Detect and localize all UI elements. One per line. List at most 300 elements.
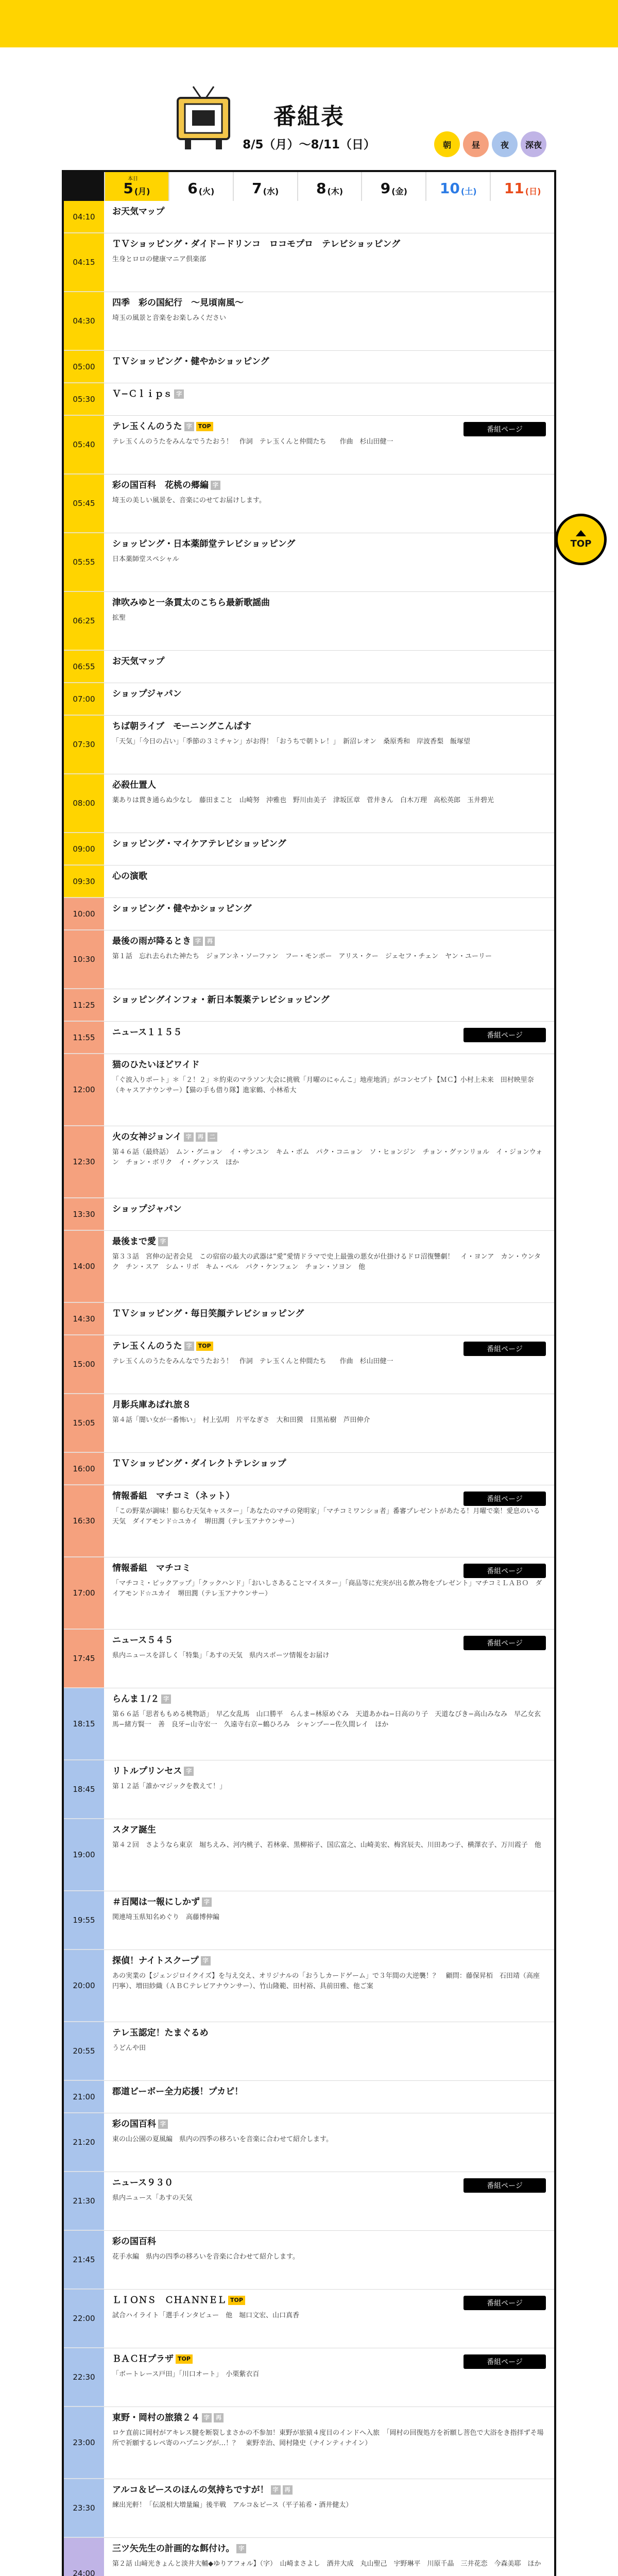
program-start-time: 21:30 (64, 2172, 104, 2230)
program-title-text: ショッピングインフォ・新日本製薬テレビショッピング (112, 995, 330, 1005)
program-title[interactable] (112, 903, 546, 915)
program-row (64, 1819, 554, 1891)
program-row (64, 2479, 554, 2538)
program-start-time: 24:00 (64, 2538, 104, 2576)
program-start-time: 10:00 (64, 898, 104, 930)
program-row (64, 1557, 554, 1630)
program-title-text: 郡道ビーボー全力応援！プカピ！ (112, 2087, 244, 2097)
broadcast-mark-badge: 字 (184, 1767, 194, 1776)
program-title[interactable] (112, 2484, 546, 2496)
program-start-time: 07:30 (64, 716, 104, 774)
program-title-text: ショッピング・健やかショッピング (112, 904, 252, 914)
program-title[interactable] (112, 721, 546, 733)
program-row (64, 651, 554, 683)
broadcast-mark-badge: 字 (201, 1956, 211, 1965)
program-details[interactable] (104, 989, 554, 1021)
program-row (64, 1335, 554, 1394)
program-details[interactable] (104, 474, 554, 533)
program-row (64, 683, 554, 716)
program-start-time: 06:25 (64, 592, 104, 650)
program-description: 試合ハイライト「選手インタビュー 他 堀口文宏、山口真香 (112, 2311, 300, 2319)
program-details[interactable] (104, 833, 554, 865)
program-description: 「天気」「今日の占い」「季節の３ミチャン」がお得！「おうちで朝トレ！」 新沼レオン 桑原秀和 岸波香梨 飯塚望 (112, 737, 470, 745)
program-title[interactable] (112, 597, 546, 609)
program-title[interactable] (112, 871, 546, 883)
program-title[interactable] (112, 838, 546, 850)
program-page-button[interactable]: 番組ページ (464, 1342, 546, 1356)
program-row (64, 833, 554, 866)
program-start-time: 04:30 (64, 292, 104, 350)
day-tab-corner (64, 172, 104, 201)
program-details[interactable] (104, 1630, 554, 1688)
day-of-week: (水) (263, 187, 279, 196)
program-title[interactable] (112, 2412, 546, 2424)
program-title[interactable] (112, 480, 546, 492)
program-details[interactable] (104, 1335, 554, 1394)
program-page-button[interactable]: 番組ページ (464, 1636, 546, 1650)
program-details[interactable] (104, 866, 554, 897)
program-start-time: 21:20 (64, 2113, 104, 2172)
program-details[interactable] (104, 1198, 554, 1230)
program-details[interactable] (104, 2022, 554, 2080)
program-description: 埼玉の美しい風景を、音楽にのせてお届けします。 (112, 496, 266, 504)
time-legend-dot: 深夜 (521, 131, 546, 157)
program-description: 県内ニュースを詳しく「特集」「あすの天気 県内スポーツ情報をお届け (112, 1651, 330, 1659)
program-title[interactable] (112, 2086, 546, 2098)
program-row (64, 474, 554, 533)
program-details[interactable] (104, 1126, 554, 1198)
program-title[interactable] (112, 1308, 546, 1320)
program-description: 第４２回 さようなら東京 堀ちえみ、河内桃子、若林豪、黒柳裕子、国広富之、山崎美宏、梅宮辰夫、川田あつ子、横澤衣子、万川霞子 他 (112, 1841, 541, 1849)
program-row (64, 592, 554, 651)
day-of-week: (日) (525, 187, 541, 196)
day-of-week: (土) (460, 187, 477, 196)
broadcast-mark-badge: 字 (184, 1132, 194, 1142)
program-row (64, 1198, 554, 1231)
program-details[interactable] (104, 716, 554, 774)
program-description: 第１２話「誰かマジックを教えて！」 (112, 1782, 227, 1790)
day-tab[interactable] (361, 172, 425, 201)
time-legend-dot: 朝 (434, 131, 460, 157)
program-page-button[interactable]: 番組ページ (464, 1492, 546, 1506)
program-description: 日本薬師堂スペシャル (112, 555, 179, 563)
program-title-text: ＴＶショッピング・ダイドードリンコ ロコモプロ テレビショッピング (112, 239, 400, 249)
program-description: あの実業の【ジェンジロイクイズ】を与え交え、オリジナルの「おうしカードゲーム」で３年間の大逆襲！？ 顧問：藤保昇栢 石田靖（高座円寧）、増田紗織（ＡＢＣテレビアナウンサー）、竹山隆範、田村裕、具前田雅、他ご案 (112, 1972, 540, 1991)
program-page-button[interactable]: 番組ページ (464, 2354, 546, 2369)
on-demand-badge: TOP (228, 2296, 245, 2305)
program-title-text: ニュース５４５ (112, 1635, 174, 1646)
program-title-text: 火の女神ジョンイ (112, 1132, 182, 1142)
program-title-text: お天気マップ (112, 656, 165, 667)
program-start-time: 04:10 (64, 201, 104, 233)
program-description: 練出光軒！「伝説相大増量編」後半戦 アルコ＆ピース（平子祐希・酒井健太） (112, 2501, 353, 2509)
program-title[interactable] (112, 239, 546, 250)
program-description: テレ玉くんのうたをみんなでうたおう！ 作詞 テレ玉くんと仲間たち 作曲 杉山田健一 (112, 1357, 393, 1365)
broadcast-mark-badge: 字 (271, 2485, 281, 2495)
program-row (64, 201, 554, 233)
program-title[interactable] (112, 1059, 546, 1071)
program-page-button[interactable]: 番組ページ (464, 1564, 546, 1578)
program-row (64, 533, 554, 592)
day-of-week: (月) (134, 187, 150, 196)
program-title-text: ショップジャパン (112, 689, 182, 699)
program-start-time: 05:00 (64, 351, 104, 383)
program-details[interactable] (104, 201, 554, 233)
program-details[interactable] (104, 1303, 554, 1335)
day-tab[interactable] (425, 172, 490, 201)
program-title-text: 四季 彩の国紀行 〜見頃南風〜 (112, 298, 244, 308)
program-row (64, 1054, 554, 1126)
program-description: ロケ直前に岡村がアキレス腱を断裂しまさかの不参加！東野が旅猿４度目のインドへ入旅 「岡村の回復処方を祈願し菩色で大浴をき指拝ずそ場所で祈願するレペ寄のハプニングが…！？ 東野幸治、岡村隆史（ナインティナイン） (112, 2429, 544, 2448)
program-start-time: 05:30 (64, 383, 104, 415)
program-row (64, 2172, 554, 2231)
program-row (64, 2407, 554, 2479)
program-title[interactable] (112, 297, 546, 309)
program-details[interactable] (104, 2407, 554, 2479)
broadcast-mark-badge: 再 (283, 2485, 293, 2495)
program-row (64, 716, 554, 774)
time-of-day-legend (434, 131, 546, 157)
program-title-text: テレ玉認定！たまぐるめ (112, 2028, 209, 2038)
program-start-time: 11:25 (64, 989, 104, 1021)
broadcast-mark-badge: 再 (196, 1132, 205, 1142)
program-start-time: 19:55 (64, 1891, 104, 1950)
program-start-time: 16:30 (64, 1485, 104, 1557)
program-description: 生身とロロの健康マニア倶楽部 (112, 255, 207, 263)
broadcast-mark-badge: 字 (184, 1342, 194, 1351)
program-title[interactable] (112, 2027, 546, 2039)
program-description: うどんや田 (112, 2044, 146, 2052)
program-title[interactable] (112, 2543, 546, 2555)
broadcast-mark-badge: 字 (193, 937, 203, 946)
day-tab[interactable] (297, 172, 362, 201)
top-band (0, 0, 618, 47)
program-title-text: 津吹みゆと一条貫太のこちら最新歌謡曲 (112, 598, 270, 608)
program-title[interactable] (112, 2236, 546, 2248)
program-description: 第２話 山﨑光きょんと淡井大輔◆ゆりアフォル】（字） 山崎まさよし 酒井大成 丸山聖己 宇野琳平 川原千晶 三井花恋 今森美耶 ほか (112, 2560, 541, 2568)
program-title[interactable] (112, 206, 546, 218)
program-details[interactable] (104, 898, 554, 930)
program-row (64, 2113, 554, 2172)
program-details[interactable] (104, 592, 554, 650)
program-title[interactable] (112, 1896, 546, 1908)
program-title-text: 心の演歌 (112, 871, 147, 882)
program-row (64, 2290, 554, 2348)
broadcast-mark-badge: 字 (211, 481, 220, 490)
program-start-time: 21:00 (64, 2081, 104, 2113)
program-start-time: 07:00 (64, 683, 104, 715)
day-number: 本日 5 (123, 180, 133, 197)
program-details[interactable] (104, 1231, 554, 1302)
program-start-time: 12:30 (64, 1126, 104, 1198)
top-button-label: TOP (570, 538, 592, 549)
program-details[interactable] (104, 1022, 554, 1054)
program-details[interactable] (104, 292, 554, 350)
program-start-time: 17:45 (64, 1630, 104, 1688)
program-title-text: 彩の国百科 花桃の郷編 (112, 480, 209, 490)
time-legend-dot: 夜 (492, 131, 518, 157)
program-start-time: 16:00 (64, 1453, 104, 1485)
program-row (64, 2081, 554, 2113)
program-title-text: ショッピング・日本薬師堂テレビショッピング (112, 539, 296, 549)
program-start-time: 04:15 (64, 233, 104, 292)
broadcast-mark-badge: 字 (158, 2120, 168, 2129)
program-row (64, 898, 554, 930)
program-start-time: 21:45 (64, 2231, 104, 2289)
broadcast-mark-badge: 字 (174, 389, 184, 399)
program-title[interactable] (112, 656, 546, 668)
time-legend-dot: 昼 (463, 131, 489, 157)
program-title-text: Ｖ−Ｃｌｉｐｓ (112, 389, 173, 399)
program-details[interactable] (104, 1394, 554, 1452)
program-start-time: 23:00 (64, 2407, 104, 2479)
schedule-grid (62, 201, 556, 2576)
program-description: 「ボートレース戸田」「川口オート」 小栗紫衣百 (112, 2370, 260, 2378)
on-demand-badge: TOP (196, 422, 213, 431)
program-title[interactable] (112, 1204, 546, 1215)
program-details[interactable] (104, 383, 554, 415)
on-demand-badge: TOP (196, 1342, 213, 1351)
program-title-text: 猫のひたいほどワイド (112, 1060, 200, 1070)
program-details[interactable] (104, 233, 554, 292)
program-description: 第４話「闇い女が一番怖い」 村上弘明 片平なぎさ 大和田獏 目黒祐樹 芦田伸介 (112, 1416, 370, 1424)
broadcast-mark-badge: 字 (184, 422, 194, 431)
program-row (64, 989, 554, 1022)
program-start-time: 15:00 (64, 1335, 104, 1394)
day-number: 8 (316, 180, 327, 197)
program-details[interactable] (104, 930, 554, 989)
program-title-text: ＴＶショッピング・ダイレクトテレショップ (112, 1459, 286, 1469)
program-description: 「ぐ波入りポート」＊「２！２」＊約束のマラソン大会に挑戦「月曜のにゃんこ」地産地消」がコンセプト【ＭＣ】小村上未来 田村映里奈（キャスアナウンサー）【猫の手も借り隊】進家鶴、小林希大 (112, 1076, 534, 1095)
back-to-top-button[interactable] (555, 514, 607, 565)
program-row (64, 1485, 554, 1557)
broadcast-mark-badge: 字 (158, 1237, 168, 1246)
program-start-time: 14:00 (64, 1231, 104, 1302)
program-title[interactable] (112, 994, 546, 1006)
program-description: 東の山公園の夏風編 県内の四季の移ろいを音楽に合わせて紹介します。 (112, 2135, 333, 2143)
program-details[interactable] (104, 2231, 554, 2289)
day-tab[interactable] (168, 172, 233, 201)
day-tab[interactable] (104, 172, 168, 201)
broadcast-mark-badge: 字 (202, 2413, 212, 2422)
program-details[interactable] (104, 2479, 554, 2537)
program-description: 埼玉の風景と音楽をお楽しみください (112, 314, 227, 322)
program-title[interactable] (112, 1458, 546, 1470)
program-row (64, 292, 554, 351)
program-title[interactable] (112, 1236, 546, 1248)
day-tab-bar (62, 170, 556, 201)
program-row (64, 1126, 554, 1198)
program-details[interactable] (104, 351, 554, 383)
program-details[interactable] (104, 533, 554, 591)
program-title[interactable] (112, 936, 546, 947)
program-details[interactable] (104, 1950, 554, 2022)
program-title-text: お天気マップ (112, 207, 165, 217)
program-row (64, 1630, 554, 1688)
program-description: 薬ありは貫き通らぬ少なし 藤田まこと 山崎努 沖雅也 野川由美子 津坂匡章 菅井きん 白木万理 高松英郎 玉井碧光 (112, 796, 494, 804)
program-details[interactable] (104, 2172, 554, 2230)
program-start-time: 18:45 (64, 1760, 104, 1819)
program-start-time: 05:55 (64, 533, 104, 591)
program-row (64, 1760, 554, 1819)
program-title-text: リトルプリンセス (112, 1766, 182, 1776)
page-title: 番組表 (273, 104, 345, 130)
broadcast-mark-badge: 二 (208, 1132, 217, 1142)
program-title-text: 探偵！ナイトスクープ (112, 1956, 199, 1966)
program-start-time: 18:15 (64, 1688, 104, 1760)
program-title[interactable] (112, 1766, 546, 1777)
program-title-text: ショッピング・マイケアテレビショッピング (112, 839, 286, 849)
day-number: 7 (252, 180, 262, 197)
program-details[interactable] (104, 1557, 554, 1629)
program-start-time: 10:30 (64, 930, 104, 989)
program-row (64, 1231, 554, 1303)
program-title[interactable] (112, 1824, 546, 1836)
program-start-time: 22:00 (64, 2290, 104, 2348)
program-title-text: 東野・岡村の旅猿２４ (112, 2413, 200, 2423)
program-title-text: アルコ＆ピースのほんの気持ちですが！ (112, 2485, 269, 2495)
program-page-button[interactable]: 番組ページ (464, 422, 546, 436)
program-start-time: 19:00 (64, 1819, 104, 1891)
program-description: テレ玉くんのうたをみんなでうたおう！ 作詞 テレ玉くんと仲間たち 作曲 杉山田健一 (112, 437, 393, 446)
program-title-text: ＃百聞は一報にしかず (112, 1897, 200, 1907)
program-title-text: 必殺仕置人 (112, 780, 156, 790)
day-number: 9 (380, 180, 391, 197)
program-details[interactable] (104, 774, 554, 833)
program-details[interactable] (104, 2081, 554, 2113)
program-title-text: 最後まで愛 (112, 1236, 156, 1247)
program-details[interactable] (104, 2290, 554, 2348)
program-title[interactable] (112, 388, 546, 400)
program-title-text: 彩の国百科 (112, 2236, 156, 2247)
program-title-text: スタア誕生 (112, 1825, 156, 1835)
program-title-text: ショップジャパン (112, 1204, 182, 1214)
day-of-week: (火) (198, 187, 215, 196)
program-start-time: 20:55 (64, 2022, 104, 2080)
program-row (64, 930, 554, 989)
broadcast-mark-badge: 再 (214, 2413, 224, 2422)
program-title-text: 最後の雨が降るとき (112, 936, 191, 946)
program-title-text: ＴＶショッピング・毎日笑顔テレビショッピング (112, 1309, 304, 1319)
broadcast-mark-badge: 字 (236, 2544, 246, 2553)
program-row (64, 2538, 554, 2576)
program-row (64, 774, 554, 833)
program-start-time: 20:00 (64, 1950, 104, 2022)
program-title-text: ＴＶショッピング・健やかショッピング (112, 357, 269, 367)
program-title[interactable] (112, 1693, 546, 1705)
program-details[interactable] (104, 1891, 554, 1950)
program-details[interactable] (104, 2538, 554, 2576)
program-title-text: テレ玉くんのうた (112, 1341, 182, 1351)
program-row (64, 1891, 554, 1950)
program-page-button[interactable]: 番組ページ (464, 2296, 546, 2310)
program-row (64, 2231, 554, 2290)
program-details[interactable] (104, 1485, 554, 1557)
program-row (64, 2348, 554, 2407)
program-details[interactable] (104, 1054, 554, 1126)
program-title-text: 月影兵庫あばれ旅８ (112, 1400, 191, 1410)
program-details[interactable] (104, 1819, 554, 1891)
program-title-text: ちば朝ライブ モーニングこんぱす (112, 721, 251, 732)
program-description: 花手水編 県内の四季の移ろいを音楽に合わせて紹介します。 (112, 2252, 299, 2261)
program-start-time: 17:00 (64, 1557, 104, 1629)
program-row (64, 416, 554, 474)
on-demand-badge: TOP (176, 2354, 193, 2364)
program-page-button[interactable]: 番組ページ (464, 1028, 546, 1042)
broadcast-mark-badge: 字 (202, 1897, 212, 1907)
program-title-text: ニュース９３０ (112, 2178, 174, 2188)
program-title[interactable] (112, 2119, 546, 2130)
broadcast-mark-badge: 字 (161, 1694, 171, 1704)
program-start-time: 15:05 (64, 1394, 104, 1452)
program-start-time: 14:30 (64, 1303, 104, 1335)
program-start-time: 22:30 (64, 2348, 104, 2406)
program-title[interactable] (112, 1955, 546, 1967)
program-details[interactable] (104, 2348, 554, 2406)
program-row (64, 1950, 554, 2022)
program-title-text: ＢＡＣＨプラザ (112, 2354, 174, 2364)
day-number: 10 (439, 180, 460, 197)
program-start-time: 05:40 (64, 416, 104, 474)
program-row (64, 351, 554, 383)
program-details[interactable] (104, 1453, 554, 1485)
broadcast-mark-badge: 再 (205, 937, 215, 946)
program-page-button[interactable]: 番組ページ (464, 2178, 546, 2193)
program-title[interactable] (112, 688, 546, 700)
program-row (64, 1022, 554, 1054)
program-details[interactable] (104, 2113, 554, 2172)
day-tab[interactable] (233, 172, 297, 201)
program-start-time: 06:55 (64, 651, 104, 683)
program-description: 「マチコミ・ピックアップ」「クックハンド」「おいしさあることマイスター」「商品等に充実が出る飲み物をプレゼント」マチコミＬＡＢＯ ダイアモンド☆ユカイ 堺田潤（テレ玉アナウンサー） (112, 1579, 542, 1598)
program-start-time: 09:00 (64, 833, 104, 865)
program-description: 第４６話（最終話） ムン・グニョン イ・サンユン キム・ボム パク・コニョン ソ・ヒョンジン チョン・グァンリョル イ・ジョンウォン チョン・ボリク イ・グァンス ほか (112, 1148, 543, 1167)
program-start-time: 13:30 (64, 1198, 104, 1230)
program-row (64, 1453, 554, 1485)
program-details[interactable] (104, 683, 554, 715)
program-details[interactable] (104, 651, 554, 683)
program-title[interactable] (112, 538, 546, 550)
program-title[interactable] (112, 1131, 546, 1143)
program-row (64, 2022, 554, 2081)
day-number: 11 (504, 180, 524, 197)
program-title-text: 情報番組 マチコミ (112, 1563, 191, 1573)
program-title[interactable] (112, 779, 546, 791)
program-details[interactable] (104, 1760, 554, 1819)
program-start-time: 12:00 (64, 1054, 104, 1126)
program-details[interactable] (104, 1688, 554, 1760)
program-title-text: 三ツ矢先生の計画的な餌付け。 (112, 2544, 235, 2554)
program-title-text: テレ玉くんのうた (112, 421, 182, 432)
program-row (64, 233, 554, 292)
program-row (64, 866, 554, 898)
program-details[interactable] (104, 416, 554, 474)
program-title[interactable] (112, 356, 546, 368)
program-title-text: 彩の国百科 (112, 2119, 156, 2129)
program-description: 第３３話 宮伸の記者会見 この宿宿の最大の武器は“愛”愛情ドラマで史上最強の悪女が仕掛けるドロ沼復讐劇！ イ・ヨンア カン・ウンタク チン・スア シム・リボ キム・ペル パク・ケンフェン チョン・ソヨン 他 (112, 1252, 541, 1272)
program-title-text: ニュース１１５５ (112, 1027, 182, 1038)
program-title[interactable] (112, 1399, 546, 1411)
program-description: 拡聖 (112, 614, 126, 622)
day-tab[interactable] (490, 172, 554, 201)
program-title-text: 情報番組 マチコミ（ネット） (112, 1491, 235, 1501)
program-start-time: 09:30 (64, 866, 104, 897)
program-start-time: 08:00 (64, 774, 104, 833)
program-description: 第６６話「思者ももめる桃物語」 早乙女乱馬 山口勝平 らんま−林原めぐみ 天道あかね−日高のり子 天道なびき−高山みなみ 早乙女玄馬−緒方賢一 善 良牙−山寺宏一 久遠寺右京−鶴ひろみ シャンプー−佐久間レイ ほか (112, 1710, 541, 1729)
program-title-text: らんま１/２ (112, 1694, 160, 1704)
program-row (64, 383, 554, 416)
day-of-week: (金) (391, 187, 407, 196)
